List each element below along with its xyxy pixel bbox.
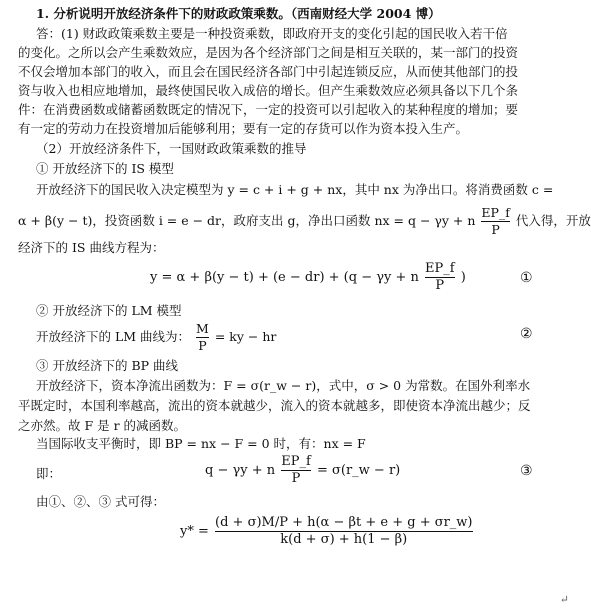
section-3-title: ③ 开放经济下的 BP 曲线 xyxy=(36,358,179,373)
paragraph-return-mark: ↵ xyxy=(559,593,569,606)
answer-line-1: 答：(1) 财政政策乘数主要是一种投资乘数，即政府开支的变化引起的国民收入若干倍 xyxy=(36,26,508,41)
section-1-title: ① 开放经济下的 IS 模型 xyxy=(36,161,174,176)
equation-number-1: ① xyxy=(520,270,533,286)
section-3-line-1: 开放经济下，资本净流出函数为：F = σ(r_w − r)，式中，σ > 0 为常数。在国外利率水 xyxy=(36,378,531,393)
question-number: 1. xyxy=(36,6,50,21)
section-3-line-4: 当国际收支平衡时，即 BP = nx − F = 0 时，有：nx = F xyxy=(36,436,366,451)
section-1-line-2: α + β(y − t)，投资函数 i = e − dr，政府支出 g，净出口函数 nx = q − γy + n $\frac{EP\_f}{P}$ 代入得，开放 xyxy=(18,205,591,237)
question-title: 分析说明开放经济条件下的财政政策乘数。（西南财经大学 2004 博） xyxy=(53,6,441,21)
part-2-heading: （2）开放经济条件下，一国财政政策乘数的推导 xyxy=(36,141,307,156)
answer-line-6: 有一定的劳动力在投资增加后能够利用；要有一定的存货可以作为资本投入生产。 xyxy=(18,121,469,136)
section-2-title: ② 开放经济下的 LM 模型 xyxy=(36,303,182,318)
question-heading xyxy=(36,6,441,22)
answer-line-3: 不仅会增加本部门的收入，而且会在国民经济各部门中引起连锁反应，从而使其他部门的投 xyxy=(18,64,519,79)
is-equation: y = α + β(y − t) + (e − dr) + (q − γy + n $\frac{EP\_f}{P}$ ) xyxy=(150,261,466,293)
lm-equation-line: 开放经济下的 LM 曲线为： $\frac{M}{P}$ = ky − hr xyxy=(36,321,277,353)
section-3-line-3: 之亦然。故 F 是 r 的减函数。 xyxy=(18,418,187,433)
answer-line-4: 资与收入也相应地增加，最终使国民收入成倍的增长。但产生乘数效应必须具备以下几个条 xyxy=(18,83,519,98)
ji-label: 即： xyxy=(36,466,62,481)
equation-number-2: ② xyxy=(520,326,533,342)
fraction-ep-over-p: $\frac{EP\_f}{P}$ xyxy=(481,205,510,237)
equilibrium-fraction: $\frac{(d + \sigma)M/P + h(\alpha - \beta t + e + g + \sigma r\_w)}{k(d + \sigma) + h(1 - \beta)}$ xyxy=(215,515,473,547)
section-3-line-2: 平既定时，本国利率越高，流出的资本就越少，流入的资本就越多，即使资本净流出越少；反 xyxy=(18,398,531,413)
section-1-line-1: 开放经济下的国民收入决定模型为 y = c + i + g + nx，其中 nx 为净出口。将消费函数 c = xyxy=(36,182,554,197)
bp-equation: q − γy + n $\frac{EP\_f}{P}$ = σ(r_w − r) xyxy=(205,454,401,486)
section-1-line-3: 经济下的 IS 曲线方程为： xyxy=(18,240,165,255)
answer-line-5: 件：在消费函数或储蓄函数既定的情况下，一定的投资可以引起收入的某种程度的增加；要 xyxy=(18,102,519,117)
equilibrium-output-equation: y* = $\frac{(d + \sigma)M/P + h(\alpha - \beta t + e + g + \sigma r\_w)}{k(d + \sigma) + h(1 - \beta)}$ xyxy=(180,515,473,547)
answer-line-2: 的变化。之所以会产生乘数效应，是因为各个经济部门之间是相互关联的，某一部门的投资 xyxy=(18,45,519,60)
equation-number-3: ③ xyxy=(520,463,533,479)
result-intro: 由①、②、③ 式可得： xyxy=(36,494,165,509)
